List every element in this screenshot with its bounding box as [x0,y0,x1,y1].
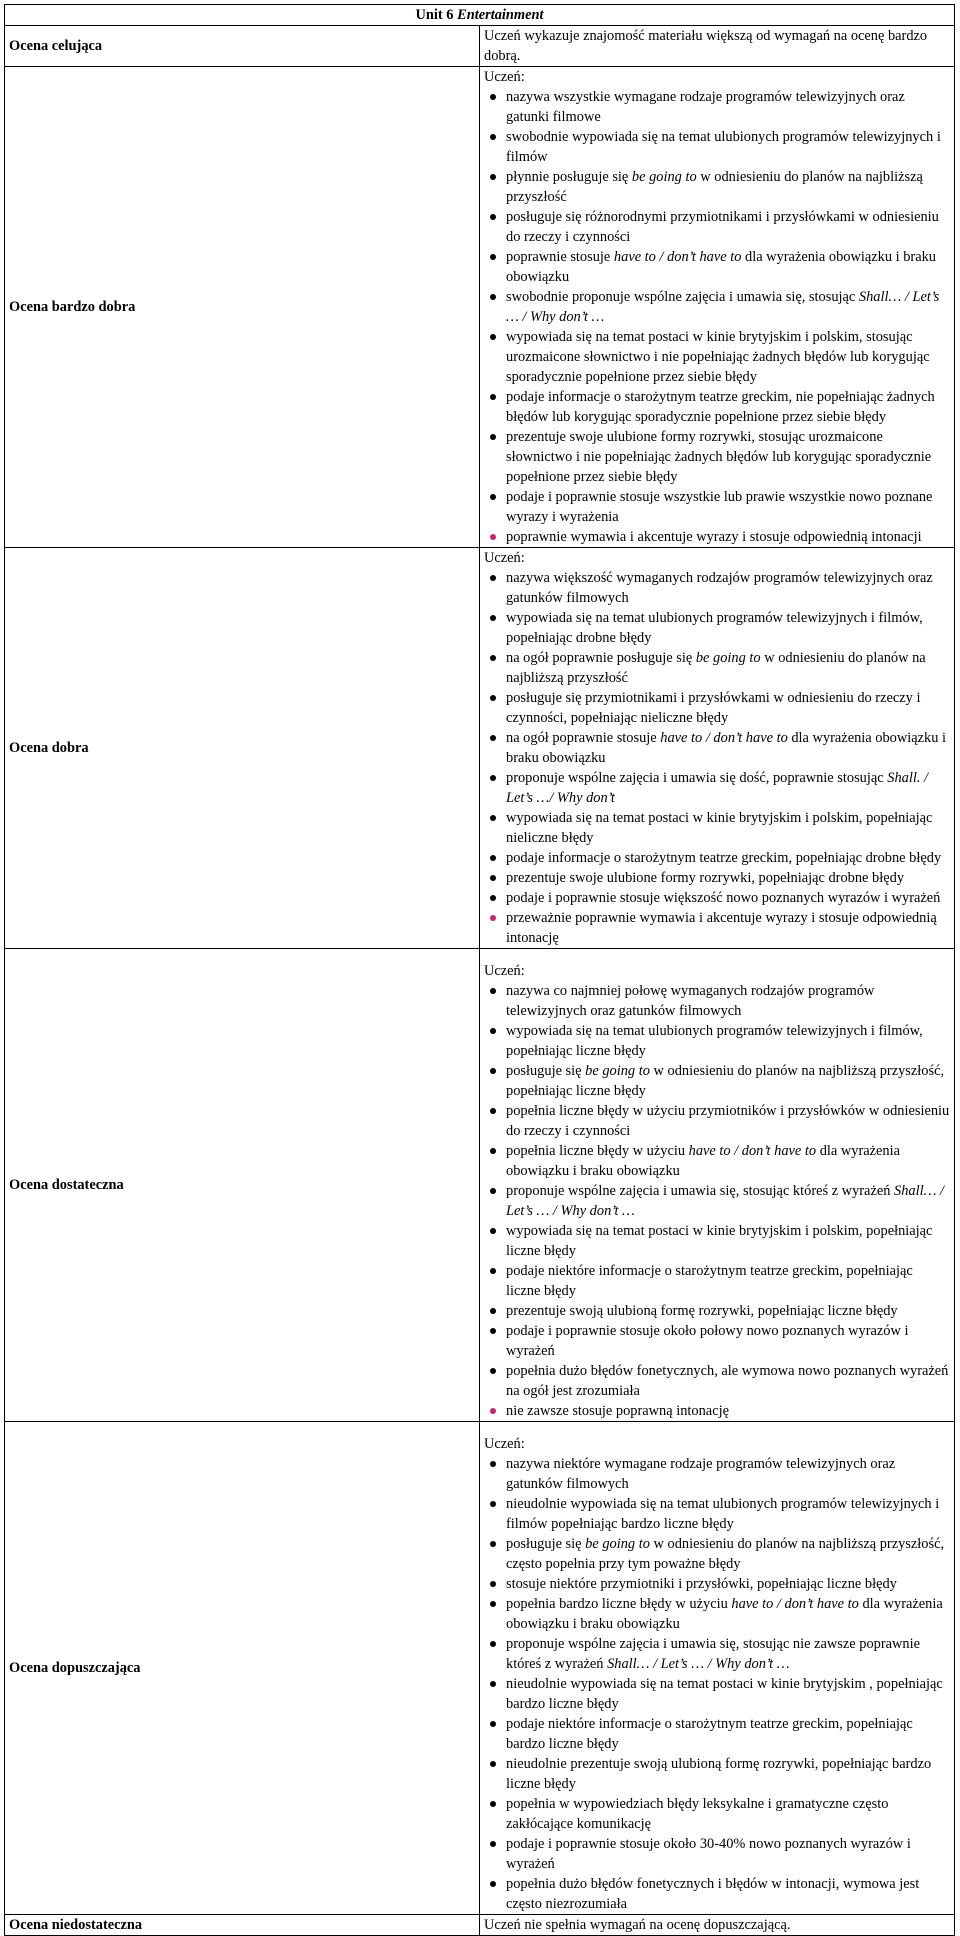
list-item [484,1101,950,1141]
bullet-icon [490,1601,496,1607]
bullet-icon [490,915,496,921]
criterion-text: swobodnie proponuje wspólne zajęcia i umawia się, stosując [506,289,859,305]
list-item [484,1181,950,1221]
list-item [484,1454,950,1494]
criteria-intro: Uczeń: [484,963,525,979]
bullet-icon [490,875,496,881]
criteria-list [484,1454,950,1914]
list-item [484,387,950,427]
bullet-icon [490,1148,496,1154]
list-item [484,1754,950,1794]
criterion-text: podaje niektóre informacje o starożytnym teatrze greckim, popełniając bardzo liczne błędy [506,1716,913,1752]
criteria-cell [480,67,955,548]
list-item [484,1401,950,1421]
list-item [484,728,950,768]
criterion-text: wypowiada się na temat postaci w kinie brytyjskim i polskim, popełniając liczne błędy [506,1223,933,1259]
bullet-icon [490,1188,496,1194]
criteria-intro: Uczeń: [484,1436,525,1452]
bullet-icon [490,895,496,901]
bullet-icon [490,494,496,500]
grade-label: Ocena bardzo dobra [5,67,480,548]
bullet-icon [490,1541,496,1547]
list-item [484,888,950,908]
criterion-text: wypowiada się na temat ulubionych programów telewizyjnych i filmów, popełniając liczne błędy [506,1023,923,1059]
italic-phrase: Shall… / Let’s … / Why don’t … [506,289,940,325]
criteria-intro: Uczeń: [484,550,525,566]
bullet-icon [490,815,496,821]
criteria-cell [480,548,955,949]
criterion-text: nazywa co najmniej połowę wymaganych rodzajów programów telewizyjnych oraz gatunków filmowych [506,983,875,1019]
list-item [484,1534,950,1574]
list-item [484,1634,950,1674]
unit-topic: Entertainment [457,7,544,23]
criterion-text: w odniesieniu do planów na najbliższą przyszłość [506,650,926,686]
criterion-text: stosuje niektóre przymiotniki i przysłówki, popełniając liczne błędy [506,1576,897,1592]
list-item [484,427,950,487]
list-item [484,768,950,808]
criterion-text: na ogół poprawnie posługuje się [506,650,696,666]
italic-phrase: have to / don’t have to [688,1143,817,1159]
grade-row [5,26,955,67]
criterion-text: podaje i poprawnie stosuje wszystkie lub prawie wszystkie nowo poznane wyrazy i wyrażenia [506,489,933,525]
list-item [484,688,950,728]
criterion-text: płynnie posługuje się [506,169,632,185]
criterion-text: posługuje się [506,1536,586,1552]
list-item [484,1594,950,1634]
bullet-icon [490,1641,496,1647]
bullet-icon [490,1461,496,1467]
bullet-icon [490,214,496,220]
bullet-icon [490,1068,496,1074]
bullet-icon [490,1368,496,1374]
grading-criteria-table [4,4,955,1936]
list-item [484,608,950,648]
list-item [484,1221,950,1261]
criterion-text: posługuje się przymiotnikami i przysłówkami w odniesieniu do rzeczy i czynności, popełniając nieliczne błędy [506,690,921,726]
criteria-list [484,568,950,948]
bullet-icon [490,1028,496,1034]
criterion-text: poprawnie stosuje [506,249,614,265]
criteria-cell [480,1915,955,1936]
criterion-text: na ogół poprawnie stosuje [506,730,661,746]
criterion-text: nieudolnie wypowiada się na temat ulubionych programów telewizyjnych i filmów popełniając bardzo liczne błędy [506,1496,940,1532]
criterion-text: dla wyrażenia obowiązku i braku obowiązku [506,1143,901,1179]
criterion-text: podaje i poprawnie stosuje około połowy nowo poznanych wyrazów i wyrażeń [506,1323,909,1359]
criterion-text: popełnia dużo błędów fonetycznych i błędów w intonacji, wymowa jest często niezrozumiała [506,1876,920,1912]
list-item [484,127,950,167]
criterion-text: popełnia liczne błędy w użyciu przymiotników i przysłówków w odniesieniu do rzeczy i czynności [506,1103,950,1139]
criterion-text: popełnia liczne błędy w użyciu [506,1143,689,1159]
bullet-icon [490,1408,496,1414]
list-item [484,1301,950,1321]
criteria-cell [480,1422,955,1915]
unit-label: Unit 6 [415,7,454,23]
bullet-icon [490,334,496,340]
criterion-text: dla wyrażenia obowiązku i braku obowiązku [506,730,946,766]
bullet-icon [490,655,496,661]
criterion-text: dla wyrażenia obowiązku i braku obowiązku [506,249,937,285]
italic-phrase: have to / don’t have to [660,730,788,746]
criterion-text: w odniesieniu do planów na najbliższą przyszłość, popełniając liczne błędy [506,1063,945,1099]
grade-row [5,949,955,1422]
criterion-text: wypowiada się na temat ulubionych programów telewizyjnych i filmów, popełniając drobne błędy [506,610,923,646]
italic-phrase: Shall… / Let’s … / Why don’t … [607,1656,790,1672]
criteria-intro: Uczeń: [484,69,525,85]
bullet-icon [490,294,496,300]
list-item [484,247,950,287]
criterion-text: proponuje wspólne zajęcia i umawia się, stosując któreś z wyrażeń [506,1183,895,1199]
bullet-icon [490,1328,496,1334]
grade-row [5,548,955,949]
italic-phrase: be going to [695,650,761,666]
criterion-text: podaje i poprawnie stosuje większość nowo poznanych wyrazów i wyrażeń [506,890,941,906]
criterion-text: podaje informacje o starożytnym teatrze greckim, nie popełniając żadnych błędów lub korygując sporadycznie popełnione przez siebie błędy [506,389,935,425]
list-item [484,848,950,868]
criterion-text: prezentuje swoją ulubioną formę rozrywki, popełniając liczne błędy [506,1303,898,1319]
list-item [484,327,950,387]
grade-label: Ocena celująca [5,26,480,67]
criterion-text: posługuje się [506,1063,586,1079]
criterion-text: podaje niektóre informacje o starożytnym teatrze greckim, popełniając liczne błędy [506,1263,913,1299]
list-item [484,1261,950,1301]
criterion-text: w odniesieniu do planów na najbliższą przyszłość, często popełnia przy tym poważne błędy [506,1536,945,1572]
bullet-icon [490,1501,496,1507]
criteria-cell [480,949,955,1422]
criterion-text: podaje informacje o starożytnym teatrze greckim, popełniając drobne błędy [506,850,942,866]
criteria-list [484,87,950,547]
bullet-icon [490,1881,496,1887]
bullet-icon [490,855,496,861]
bullet-icon [490,988,496,994]
criterion-text: nazywa wszystkie wymagane rodzaje programów telewizyjnych oraz gatunki filmowe [506,89,905,125]
bullet-icon [490,735,496,741]
italic-phrase: Shall. / Let’s …/ Why don’t [506,770,929,806]
criterion-text: popełnia dużo błędów fonetycznych, ale wymowa nowo poznanych wyrażeń na ogół jest zrozumiała [506,1363,949,1399]
list-item [484,1494,950,1534]
bullet-icon [490,1841,496,1847]
list-item [484,287,950,327]
grade-label: Ocena dobra [5,548,480,949]
bullet-icon [490,1761,496,1767]
italic-phrase: have to / don’t have to [613,249,742,265]
criterion-text: wypowiada się na temat postaci w kinie brytyjskim i polskim, popełniając nieliczne błędy [506,810,933,846]
bullet-icon [490,1108,496,1114]
grade-row [5,1915,955,1936]
criteria-list [484,981,950,1421]
criterion-text: popełnia w wypowiedziach błędy leksykalne i gramatyczne często zakłócające komunikację [506,1796,889,1832]
criterion-text: nieudolnie wypowiada się na temat postaci w kinie brytyjskim , popełniając bardzo liczne błędy [506,1676,943,1712]
list-item [484,1674,950,1714]
criteria-intro: Uczeń wykazuje znajomość materiału większą od wymagań na ocenę bardzo dobrą. [484,28,928,64]
criterion-text: nazywa niektóre wymagane rodzaje programów telewizyjnych oraz gatunków filmowych [506,1456,896,1492]
criterion-text: popełnia bardzo liczne błędy w użyciu [506,1596,732,1612]
bullet-icon [490,575,496,581]
bullet-icon [490,534,496,540]
list-item [484,1061,950,1101]
list-item [484,1714,950,1754]
bullet-icon [490,434,496,440]
criterion-text: poprawnie wymawia i akcentuje wyrazy i stosuje odpowiednią intonacji [506,529,922,545]
list-item [484,981,950,1021]
bullet-icon [490,1721,496,1727]
list-item [484,1574,950,1594]
grade-label: Ocena dostateczna [5,949,480,1422]
list-item [484,868,950,888]
bullet-icon [490,1681,496,1687]
list-item [484,207,950,247]
bullet-icon [490,94,496,100]
list-item [484,1794,950,1834]
criterion-text: prezentuje swoje ulubione formy rozrywki, popełniając drobne błędy [506,870,905,886]
list-item [484,1141,950,1181]
criterion-text: swobodnie wypowiada się na temat ulubionych programów telewizyjnych i filmów [506,129,941,165]
bullet-icon [490,1228,496,1234]
bullet-icon [490,254,496,260]
grade-row [5,1422,955,1915]
bullet-icon [490,1801,496,1807]
criterion-text: proponuje wspólne zajęcia i umawia się dość, poprawnie stosując [506,770,888,786]
criteria-cell [480,26,955,67]
list-item [484,808,950,848]
bullet-icon [490,695,496,701]
bullet-icon [490,1268,496,1274]
italic-phrase: be going to [585,1063,650,1079]
bullet-icon [490,174,496,180]
list-item [484,908,950,948]
italic-phrase: have to / don’t have to [731,1596,859,1612]
criterion-text: posługuje się różnorodnymi przymiotnikami i przysłówkami w odniesieniu do rzeczy i czynności [506,209,939,245]
grade-label: Ocena niedostateczna [5,1915,480,1936]
unit-title [5,5,955,26]
criterion-text: nieudolnie prezentuje swoją ulubioną formę rozrywki, popełniając bardzo liczne błędy [506,1756,932,1792]
criterion-text: przeważnie poprawnie wymawia i akcentuje wyrazy i stosuje odpowiednią intonację [506,910,937,946]
table-header-row [5,5,955,26]
criterion-text: wypowiada się na temat postaci w kinie brytyjskim i polskim, stosując urozmaicone słownictwo i nie popełniając żadnych błędów lub korygując sporadycznie popełnione przez siebie błędy [506,329,930,385]
list-item [484,1321,950,1361]
bullet-icon [490,134,496,140]
criterion-text: podaje i poprawnie stosuje około 30-40% nowo poznanych wyrazów i wyrażeń [506,1836,911,1872]
list-item [484,1021,950,1061]
list-item [484,167,950,207]
criterion-text: dla wyrażenia obowiązku i braku obowiązku [506,1596,943,1632]
list-item [484,87,950,127]
italic-phrase: be going to [585,1536,650,1552]
grade-label: Ocena dopuszczająca [5,1422,480,1915]
criterion-text: nie zawsze stosuje poprawną intonację [506,1403,729,1419]
criterion-text: proponuje wspólne zajęcia i umawia się, stosując nie zawsze poprawnie któreś z wyrażeń [506,1636,920,1672]
criterion-text: nazywa większość wymaganych rodzajów programów telewizyjnych oraz gatunków filmowych [506,570,933,606]
list-item [484,487,950,527]
list-item [484,1834,950,1874]
list-item [484,648,950,688]
list-item [484,527,950,547]
list-item [484,568,950,608]
italic-phrase: Shall… / Let’s … / Why don’t … [506,1183,944,1219]
criteria-intro: Uczeń nie spełnia wymagań na ocenę dopuszczającą. [484,1917,791,1933]
bullet-icon [490,1308,496,1314]
criterion-text: w odniesieniu do planów na najbliższą przyszłość [506,169,923,205]
criterion-text: prezentuje swoje ulubione formy rozrywki, stosując urozmaicone słownictwo i nie popełniając żadnych błędów lub korygując sporadycznie popełnione przez siebie błędy [506,429,932,485]
list-item [484,1361,950,1401]
bullet-icon [490,775,496,781]
bullet-icon [490,394,496,400]
bullet-icon [490,1581,496,1587]
italic-phrase: be going to [631,169,697,185]
list-item [484,1874,950,1914]
grade-row [5,67,955,548]
bullet-icon [490,615,496,621]
